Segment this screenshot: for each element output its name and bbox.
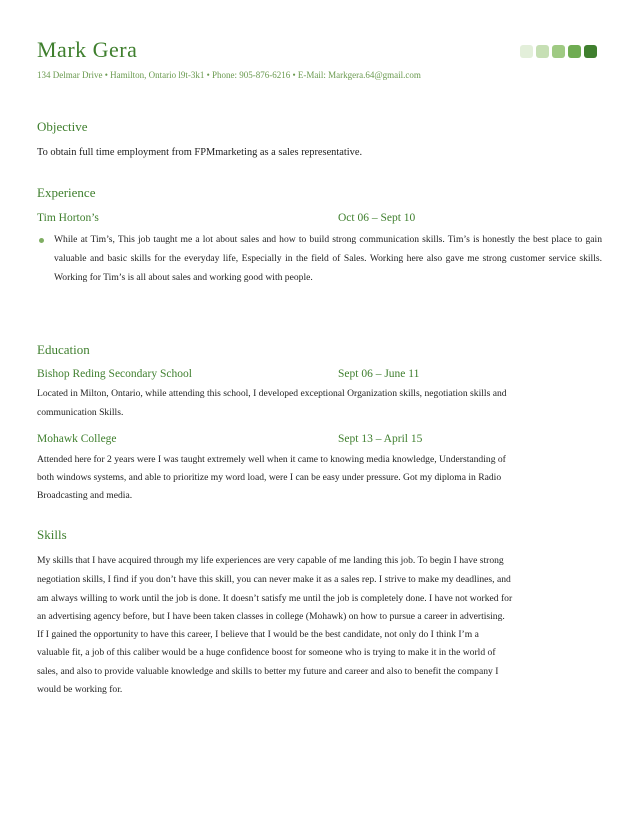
job-bullets <box>37 231 602 287</box>
school-desc-line: Located in Milton, Ontario, while attending this school, I developed exceptional Organization skills, negotiation skills and <box>37 388 507 399</box>
decor-square-3 <box>552 45 565 58</box>
skills-line: am always willing to work until the job is done. It doesn’t satisfy me until the job is completely done. I have not worked for <box>37 593 513 604</box>
school-header <box>37 368 602 380</box>
decor-square-2 <box>536 45 549 58</box>
skills-line: negotiation skills, I find if you don’t have this skill, you can never make it as a sales rep. I strive to make my deadlines, and <box>37 574 511 585</box>
education-heading: Education <box>37 342 90 357</box>
school-dates: Sept 06 – June 11 <box>338 368 420 380</box>
school-name: Mohawk College <box>37 433 117 445</box>
skills-line: My skills that I have acquired through my life experiences are very capable of me landing this job. To begin I have strong <box>37 555 504 566</box>
decorative-squares <box>520 45 597 58</box>
school-desc-line: communication Skills. <box>37 407 124 418</box>
objective-heading: Objective <box>37 119 88 134</box>
job-employer: Tim Horton’s <box>37 212 99 224</box>
decor-square-4 <box>568 45 581 58</box>
skills-heading: Skills <box>37 527 67 542</box>
skills-line: sales, and also to provide valuable knowledge and skills to better my future and career and also to benefit the company I <box>37 666 499 677</box>
resume-name: Mark Gera <box>37 37 138 62</box>
decor-square-1 <box>520 45 533 58</box>
skills-line: would be working for. <box>37 684 123 695</box>
job-bullet: While at Tim’s, This job taught me a lot about sales and how to build strong communication skills. Tim’s is honestly the best place to gain valuable and basic skills for the everyday life, Especially in the field of Sales. Working here also gave me strong customer service skills. Working for Tim’s is all about sales and working good with people. <box>37 231 602 287</box>
school-dates: Sept 13 – April 15 <box>338 433 423 445</box>
decor-square-5 <box>584 45 597 58</box>
school-desc-line: Broadcasting and media. <box>37 490 133 501</box>
contact-line: 134 Delmar Drive • Hamilton, Ontario l9t-3k1 • Phone: 905-876-6216 • E-Mail: Markgera.64@gmail.com <box>37 70 421 80</box>
objective-text: To obtain full time employment from FPMmarketing as a sales representative. <box>37 147 363 158</box>
experience-heading: Experience <box>37 185 96 200</box>
school-header <box>37 433 602 445</box>
skills-line: If I gained the opportunity to have this career, I believe that I would be the best candidate, not only do I think I’m a <box>37 629 479 640</box>
school-desc-line: both windows systems, and able to prioritize my word load, were I can be easy under pressure. Got my diploma in Radio <box>37 472 502 483</box>
school-desc-line: Attended here for 2 years were I was taught extremely well when it came to knowing media knowledge, Understanding of <box>37 454 506 465</box>
job-header <box>37 212 602 224</box>
skills-line: valuable fit, a job of this caliber would be a huge confidence boost for someone who is trying to make it in the world of <box>37 647 496 658</box>
school-name: Bishop Reding Secondary School <box>37 368 192 380</box>
job-dates: Oct 06 – Sept 10 <box>338 212 416 224</box>
skills-line: an advertising agency before, but I have been taken classes in college (Mohawk) on how to pursue a career in advertising. <box>37 611 505 622</box>
